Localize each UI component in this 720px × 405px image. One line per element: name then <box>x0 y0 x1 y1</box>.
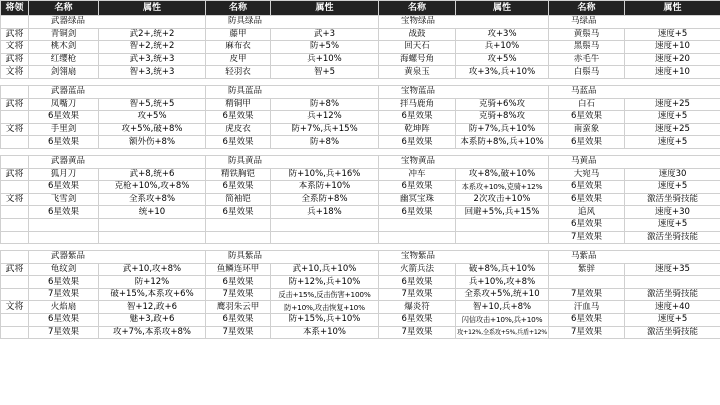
name-cell: 6星效果 <box>29 136 99 149</box>
table-row <box>1 168 720 181</box>
name-cell <box>29 231 99 244</box>
name-cell: 6星效果 <box>549 218 625 231</box>
attribute-cell <box>271 231 379 244</box>
name-cell: 追风 <box>549 206 625 219</box>
table-row <box>1 193 720 206</box>
attribute-cell: 攻+5% <box>99 111 206 124</box>
category-label: 宝物绿品 <box>379 16 549 29</box>
name-cell: 黄泉玉 <box>379 66 456 79</box>
attribute-cell: 额外伤+8% <box>99 136 206 149</box>
attribute-cell: 全系攻+8% <box>99 193 206 206</box>
attribute-cell: 速度+5 <box>625 218 720 231</box>
category-label: 防具绿品 <box>206 16 379 29</box>
attribute-cell: 兵+18% <box>271 206 379 219</box>
attribute-cell: 攻+3%,兵+10% <box>456 66 549 79</box>
name-cell: 7星效果 <box>206 288 271 301</box>
attribute-cell <box>625 276 720 289</box>
name-cell: 白石 <box>549 98 625 111</box>
name-cell: 黄鬃马 <box>549 28 625 41</box>
attribute-cell: 武+10,攻+8% <box>99 263 206 276</box>
attribute-cell: 攻+7%,本系攻+8% <box>99 326 206 339</box>
attribute-cell: 兵+10% <box>456 41 549 54</box>
role-cell <box>1 181 29 194</box>
attribute-cell: 克骑+8%攻 <box>456 111 549 124</box>
role-cell: 文将 <box>1 301 29 314</box>
attribute-cell: 智+10,兵+8% <box>456 301 549 314</box>
table-row <box>1 288 720 301</box>
attribute-cell: 攻+3% <box>456 28 549 41</box>
name-cell: 幽冥宝珠 <box>379 193 456 206</box>
attribute-cell: 武+10,兵+10% <box>271 263 379 276</box>
name-cell: 南蛮象 <box>549 123 625 136</box>
name-cell: 7星效果 <box>379 288 456 301</box>
name-cell: 红缨枪 <box>29 53 99 66</box>
attribute-cell: 智+2,统+2 <box>99 41 206 54</box>
attribute-cell: 防+12%,兵+10% <box>271 276 379 289</box>
name-cell: 回天石 <box>379 41 456 54</box>
attribute-cell: 速度+25 <box>625 123 720 136</box>
name-cell: 6星效果 <box>206 314 271 327</box>
category-row <box>1 85 720 98</box>
table-row <box>1 53 720 66</box>
table-row <box>1 326 720 339</box>
category-row <box>1 155 720 168</box>
attribute-cell: 速度+5 <box>625 136 720 149</box>
attribute-cell: 破+8%,兵+10% <box>456 263 549 276</box>
attribute-cell: 激活坐骑技能 <box>625 231 720 244</box>
name-cell: 手里剑 <box>29 123 99 136</box>
name-cell: 7星效果 <box>549 326 625 339</box>
table-row <box>1 136 720 149</box>
name-cell: 6星效果 <box>379 276 456 289</box>
name-cell: 凤嘴刀 <box>29 98 99 111</box>
role-cell: 武将 <box>1 263 29 276</box>
name-cell: 6星效果 <box>379 314 456 327</box>
category-label: 武器紫品 <box>29 251 206 264</box>
role-cell <box>1 206 29 219</box>
table-row <box>1 111 720 124</box>
name-cell: 6星效果 <box>549 111 625 124</box>
category-label: 马绿品 <box>549 16 720 29</box>
attribute-cell: 防+12% <box>99 276 206 289</box>
name-cell: 轻羽衣 <box>206 66 271 79</box>
name-cell: 7星效果 <box>549 231 625 244</box>
attribute-cell: 全系攻+5%,统+10 <box>456 288 549 301</box>
name-cell: 紫骍 <box>549 263 625 276</box>
name-cell: 海螺号角 <box>379 53 456 66</box>
attribute-cell: 防+10%,兵+16% <box>271 168 379 181</box>
name-cell: 青铜剑 <box>29 28 99 41</box>
column-header: 名称 <box>206 1 271 16</box>
name-cell: 7星效果 <box>29 326 99 339</box>
table-row <box>1 206 720 219</box>
attribute-cell: 速度+20 <box>625 53 720 66</box>
role-cell: 文将 <box>1 193 29 206</box>
name-cell: 精铜甲 <box>206 98 271 111</box>
attribute-cell: 本系攻+10%,克骑+12% <box>456 181 549 194</box>
attribute-cell: 激活坐骑技能 <box>625 193 720 206</box>
attribute-cell: 2次攻击+10% <box>456 193 549 206</box>
name-cell: 战鼓 <box>379 28 456 41</box>
table-row <box>1 314 720 327</box>
role-cell: 文将 <box>1 66 29 79</box>
category-label: 宝物紫品 <box>379 251 549 264</box>
name-cell: 汗血马 <box>549 301 625 314</box>
column-header: 将领 <box>1 1 29 16</box>
table-row <box>1 276 720 289</box>
name-cell: 拌马鹿角 <box>379 98 456 111</box>
name-cell: 剑翎扇 <box>29 66 99 79</box>
attribute-cell: 攻+5% <box>456 53 549 66</box>
attribute-cell: 反击+15%,反击伤害+100% <box>271 288 379 301</box>
attribute-cell: 智+3,统+3 <box>99 66 206 79</box>
name-cell <box>29 218 99 231</box>
name-cell: 乾坤阵 <box>379 123 456 136</box>
role-cell: 武将 <box>1 53 29 66</box>
name-cell: 6星效果 <box>549 181 625 194</box>
column-header: 名称 <box>379 1 456 16</box>
header-row <box>1 1 720 16</box>
attribute-cell: 克骑+6%攻 <box>456 98 549 111</box>
attribute-cell: 武2+,统+2 <box>99 28 206 41</box>
name-cell <box>379 231 456 244</box>
attribute-cell: 兵+10%,攻+8% <box>456 276 549 289</box>
name-cell: 7星效果 <box>379 326 456 339</box>
attribute-cell: 速度+25 <box>625 98 720 111</box>
name-cell: 6星效果 <box>29 206 99 219</box>
name-cell: 6星效果 <box>29 181 99 194</box>
role-cell <box>1 314 29 327</box>
column-header: 名称 <box>29 1 99 16</box>
attribute-cell: 武+3,统+3 <box>99 53 206 66</box>
name-cell: 7星效果 <box>549 288 625 301</box>
name-cell: 6星效果 <box>206 206 271 219</box>
attribute-cell: 速度+5 <box>625 314 720 327</box>
attribute-cell: 防+5% <box>271 41 379 54</box>
attribute-cell: 攻+12%,全系攻+5%,兵盾+12% <box>456 326 549 339</box>
table-row <box>1 123 720 136</box>
role-cell <box>1 276 29 289</box>
name-cell: 6星效果 <box>379 181 456 194</box>
role-cell <box>1 231 29 244</box>
name-cell: 鱼鳞连环甲 <box>206 263 271 276</box>
table-row <box>1 181 720 194</box>
name-cell: 大宛马 <box>549 168 625 181</box>
attribute-cell: 智+5 <box>271 66 379 79</box>
attribute-cell: 本系防+8%,兵+10% <box>456 136 549 149</box>
attribute-cell: 全系防+8% <box>271 193 379 206</box>
attribute-cell: 速度+5 <box>625 181 720 194</box>
name-cell: 6星效果 <box>549 136 625 149</box>
name-cell: 麻布衣 <box>206 41 271 54</box>
role-cell: 武将 <box>1 168 29 181</box>
attribute-cell: 防+8% <box>271 136 379 149</box>
attribute-cell: 本系防+10% <box>271 181 379 194</box>
name-cell: 6星效果 <box>549 193 625 206</box>
name-cell <box>206 231 271 244</box>
attribute-cell <box>271 218 379 231</box>
name-cell: 赤毛牛 <box>549 53 625 66</box>
category-label: 宝物蓝品 <box>379 85 549 98</box>
column-header: 名称 <box>549 1 625 16</box>
name-cell: 6星效果 <box>379 111 456 124</box>
category-label: 防具紫品 <box>206 251 379 264</box>
attribute-cell: 兵+10% <box>271 53 379 66</box>
attribute-cell: 闪信攻击+10%,兵+10% <box>456 314 549 327</box>
attribute-cell: 速度+30 <box>625 206 720 219</box>
role-cell <box>1 111 29 124</box>
category-label: 防具黄品 <box>206 155 379 168</box>
name-cell: 6星效果 <box>29 314 99 327</box>
column-header: 属性 <box>99 1 206 16</box>
attribute-cell: 武+8,统+6 <box>99 168 206 181</box>
attribute-cell: 速度+10 <box>625 66 720 79</box>
attribute-cell <box>99 231 206 244</box>
attribute-cell: 本系+10% <box>271 326 379 339</box>
column-header: 属性 <box>456 1 549 16</box>
table-row <box>1 231 720 244</box>
attribute-cell: 武+3 <box>271 28 379 41</box>
attribute-cell <box>456 231 549 244</box>
table-row <box>1 98 720 111</box>
role-cell: 武将 <box>1 28 29 41</box>
role-cell: 文将 <box>1 123 29 136</box>
category-row <box>1 251 720 264</box>
name-cell: 7星效果 <box>29 288 99 301</box>
name-cell: 藤甲 <box>206 28 271 41</box>
attribute-cell: 兵+12% <box>271 111 379 124</box>
table-row <box>1 28 720 41</box>
attribute-cell <box>99 218 206 231</box>
attribute-cell: 防+10%,攻击恢复+10% <box>271 301 379 314</box>
role-cell <box>1 218 29 231</box>
attribute-cell: 攻+5%,破+8% <box>99 123 206 136</box>
category-label: 宝物黄品 <box>379 155 549 168</box>
name-cell: 6星效果 <box>29 276 99 289</box>
attribute-cell: 统+10 <box>99 206 206 219</box>
name-cell: 6星效果 <box>379 136 456 149</box>
name-cell: 龟纹剑 <box>29 263 99 276</box>
table-body <box>1 16 720 339</box>
name-cell: 简袖铠 <box>206 193 271 206</box>
category-label: 马紫品 <box>549 251 720 264</box>
name-cell: 7星效果 <box>206 326 271 339</box>
name-cell: 精铁胸铠 <box>206 168 271 181</box>
name-cell: 虎皮衣 <box>206 123 271 136</box>
name-cell: 火焰扇 <box>29 301 99 314</box>
name-cell: 6星效果 <box>206 111 271 124</box>
name-cell: 狐月刀 <box>29 168 99 181</box>
category-label: 武器黄品 <box>29 155 206 168</box>
attribute-cell: 速度+5 <box>625 111 720 124</box>
attribute-cell: 智+12,政+6 <box>99 301 206 314</box>
attribute-cell: 魅+3,政+6 <box>99 314 206 327</box>
attribute-cell: 激活坐骑技能 <box>625 288 720 301</box>
table-row <box>1 263 720 276</box>
role-cell <box>1 136 29 149</box>
column-header: 属性 <box>625 1 720 16</box>
name-cell: 6星效果 <box>549 314 625 327</box>
name-cell: 皮甲 <box>206 53 271 66</box>
attribute-cell: 破+15%,本系攻+6% <box>99 288 206 301</box>
table-row <box>1 41 720 54</box>
attribute-cell: 速度+10 <box>625 41 720 54</box>
attribute-cell: 速度+40 <box>625 301 720 314</box>
category-label: 马蓝品 <box>549 85 720 98</box>
attribute-cell: 回避+5%,兵+15% <box>456 206 549 219</box>
table-row <box>1 218 720 231</box>
table-row <box>1 301 720 314</box>
name-cell: 冲车 <box>379 168 456 181</box>
attribute-cell: 智+5,统+5 <box>99 98 206 111</box>
name-cell: 6星效果 <box>206 136 271 149</box>
role-cell <box>1 326 29 339</box>
attribute-cell: 克枪+10%,攻+8% <box>99 181 206 194</box>
name-cell: 飞雪剑 <box>29 193 99 206</box>
category-label: 武器蓝品 <box>29 85 206 98</box>
name-cell <box>379 218 456 231</box>
role-cell <box>1 288 29 301</box>
category-row <box>1 16 720 29</box>
name-cell: 6星效果 <box>379 206 456 219</box>
attribute-cell <box>456 218 549 231</box>
column-header: 属性 <box>271 1 379 16</box>
section-spacer <box>1 78 720 85</box>
name-cell <box>549 276 625 289</box>
name-cell: 火箭兵法 <box>379 263 456 276</box>
category-label: 防具蓝品 <box>206 85 379 98</box>
name-cell: 桃木剑 <box>29 41 99 54</box>
attribute-cell: 防+8% <box>271 98 379 111</box>
section-spacer <box>1 244 720 251</box>
name-cell: 6星效果 <box>206 276 271 289</box>
attribute-cell: 防+7%,兵+10% <box>456 123 549 136</box>
name-cell: 6星效果 <box>29 111 99 124</box>
attribute-cell: 速度+35 <box>625 263 720 276</box>
role-cell: 文将 <box>1 41 29 54</box>
category-label: 武器绿品 <box>29 16 206 29</box>
attribute-cell: 防+15%,兵+10% <box>271 314 379 327</box>
attribute-cell: 速度30 <box>625 168 720 181</box>
name-cell <box>206 218 271 231</box>
name-cell: 6星效果 <box>206 181 271 194</box>
name-cell: 黑鬃马 <box>549 41 625 54</box>
section-spacer <box>1 148 720 155</box>
name-cell: 鹰羽朱云甲 <box>206 301 271 314</box>
attribute-cell: 激活坐骑技能 <box>625 326 720 339</box>
name-cell: 白鬃马 <box>549 66 625 79</box>
table-row <box>1 66 720 79</box>
attribute-cell: 防+7%,兵+15% <box>271 123 379 136</box>
name-cell: 爆炎符 <box>379 301 456 314</box>
category-label: 马黄品 <box>549 155 720 168</box>
attribute-cell: 速度+5 <box>625 28 720 41</box>
attribute-cell: 攻+8%,破+10% <box>456 168 549 181</box>
role-cell: 武将 <box>1 98 29 111</box>
